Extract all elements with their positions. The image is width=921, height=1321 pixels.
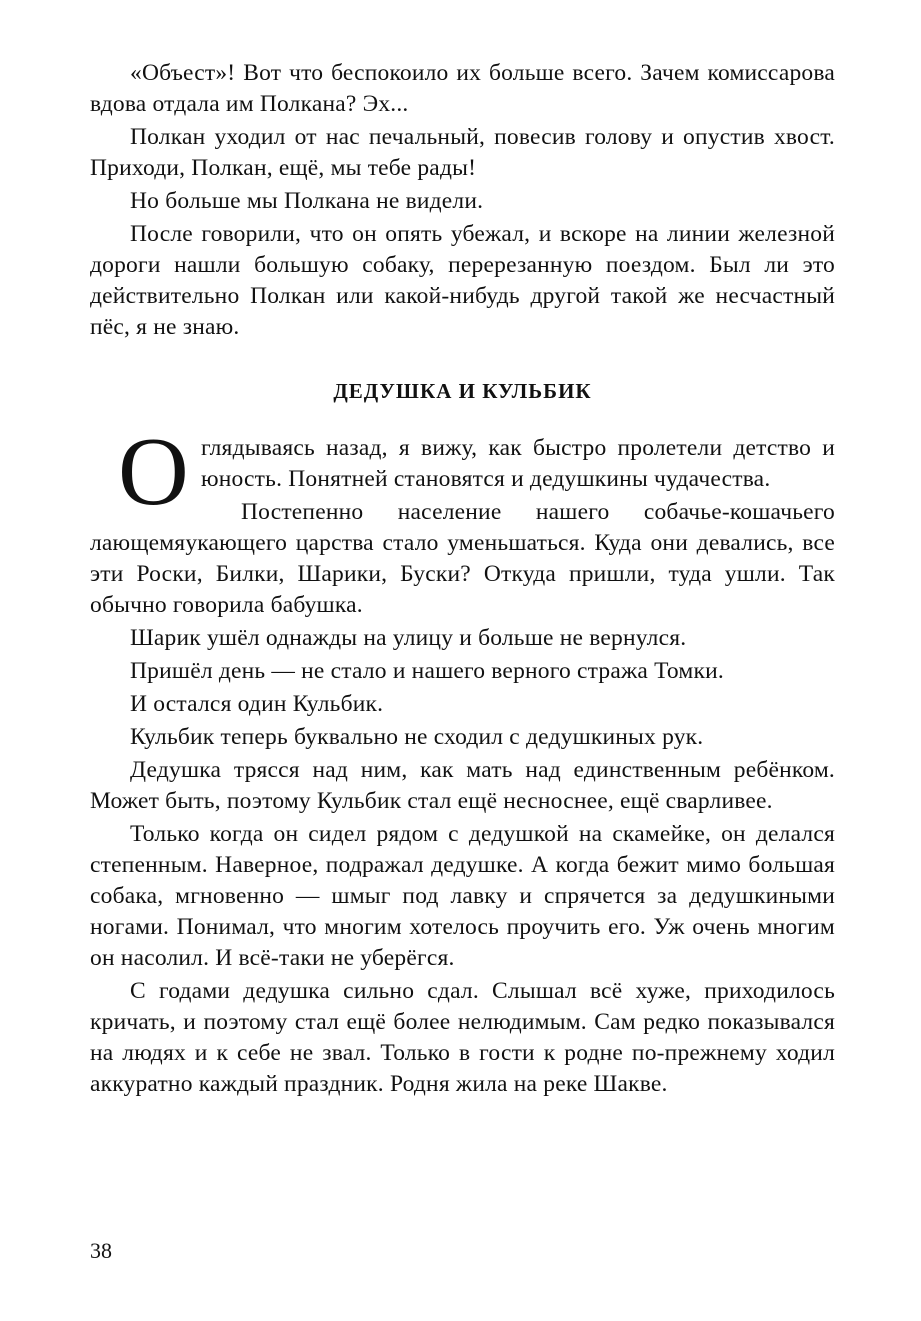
- first-paragraph-text: глядываясь назад, я вижу, как быстро пролетели детство и юность. Понятней становятся и дедушкины чудачества.: [200, 435, 835, 492]
- paragraph: И остался один Кульбик.: [130, 691, 384, 717]
- paragraph: Постепенно население нашего собачье-кошачьего лающемяукающего царства стало уменьшаться. Куда они девались, все эти Роски, Билки, Шарики, Буски? Откуда пришли, туда ушли. Так обычно говорила бабушка.: [90, 499, 835, 618]
- paragraph: «Объест»! Вот что беспокоило их больше всего. Зачем комиссарова вдова отдала им Полкана? Эх...: [90, 60, 835, 117]
- page-number: 38: [90, 1238, 112, 1263]
- paragraph: Пришёл день — не стало и нашего верного стража Томки.: [130, 658, 724, 684]
- chapter-title: ДЕДУШКА И КУЛЬБИК: [333, 379, 592, 403]
- paragraph: С годами дедушка сильно сдал. Слышал всё хуже, приходилось кричать, и поэтому стал ещё более нелюдимым. Сам редко показывался на людях и к себе не звал. Только в гости к родне по-прежнему ходил аккуратно каждый праздник. Родня жила на реке Шакве.: [90, 978, 835, 1097]
- paragraph: Кульбик теперь буквально не сходил с дедушкиных рук.: [130, 724, 704, 750]
- book-page: [90, 58, 835, 1100]
- paragraph: Полкан уходил от нас печальный, повесив голову и опустив хвост. Приходи, Полкан, ещё, мы тебе рады!: [90, 124, 835, 181]
- paragraph: После говорили, что он опять убежал, и вскоре на линии железной дороги нашли большую собаку, перерезанную поездом. Был ли это действительно Полкан или какой-нибудь другой такой же несчастный пёс, я не знаю.: [90, 221, 835, 340]
- paragraph: Только когда он сидел рядом с дедушкой на скамейке, он делался степенным. Наверное, подражал дедушке. А когда бежит мимо большая собака, мгновенно — шмыг под лавку и спрячется за дедушкиными ногами. Понимал, что многим хотелось проучить его. Уж очень многим он насолил. И всё-таки не уберёгся.: [90, 821, 835, 971]
- paragraph: Дедушка трясся над ним, как мать над единственным ребёнком. Может быть, поэтому Кульбик стал ещё несноснее, ещё сварливее.: [90, 757, 835, 814]
- paragraph: Но больше мы Полкана не видели.: [130, 188, 484, 214]
- first-paragraph: [90, 418, 835, 526]
- drop-cap: О: [118, 418, 189, 526]
- paragraph: Шарик ушёл однажды на улицу и больше не вернулся.: [130, 625, 687, 651]
